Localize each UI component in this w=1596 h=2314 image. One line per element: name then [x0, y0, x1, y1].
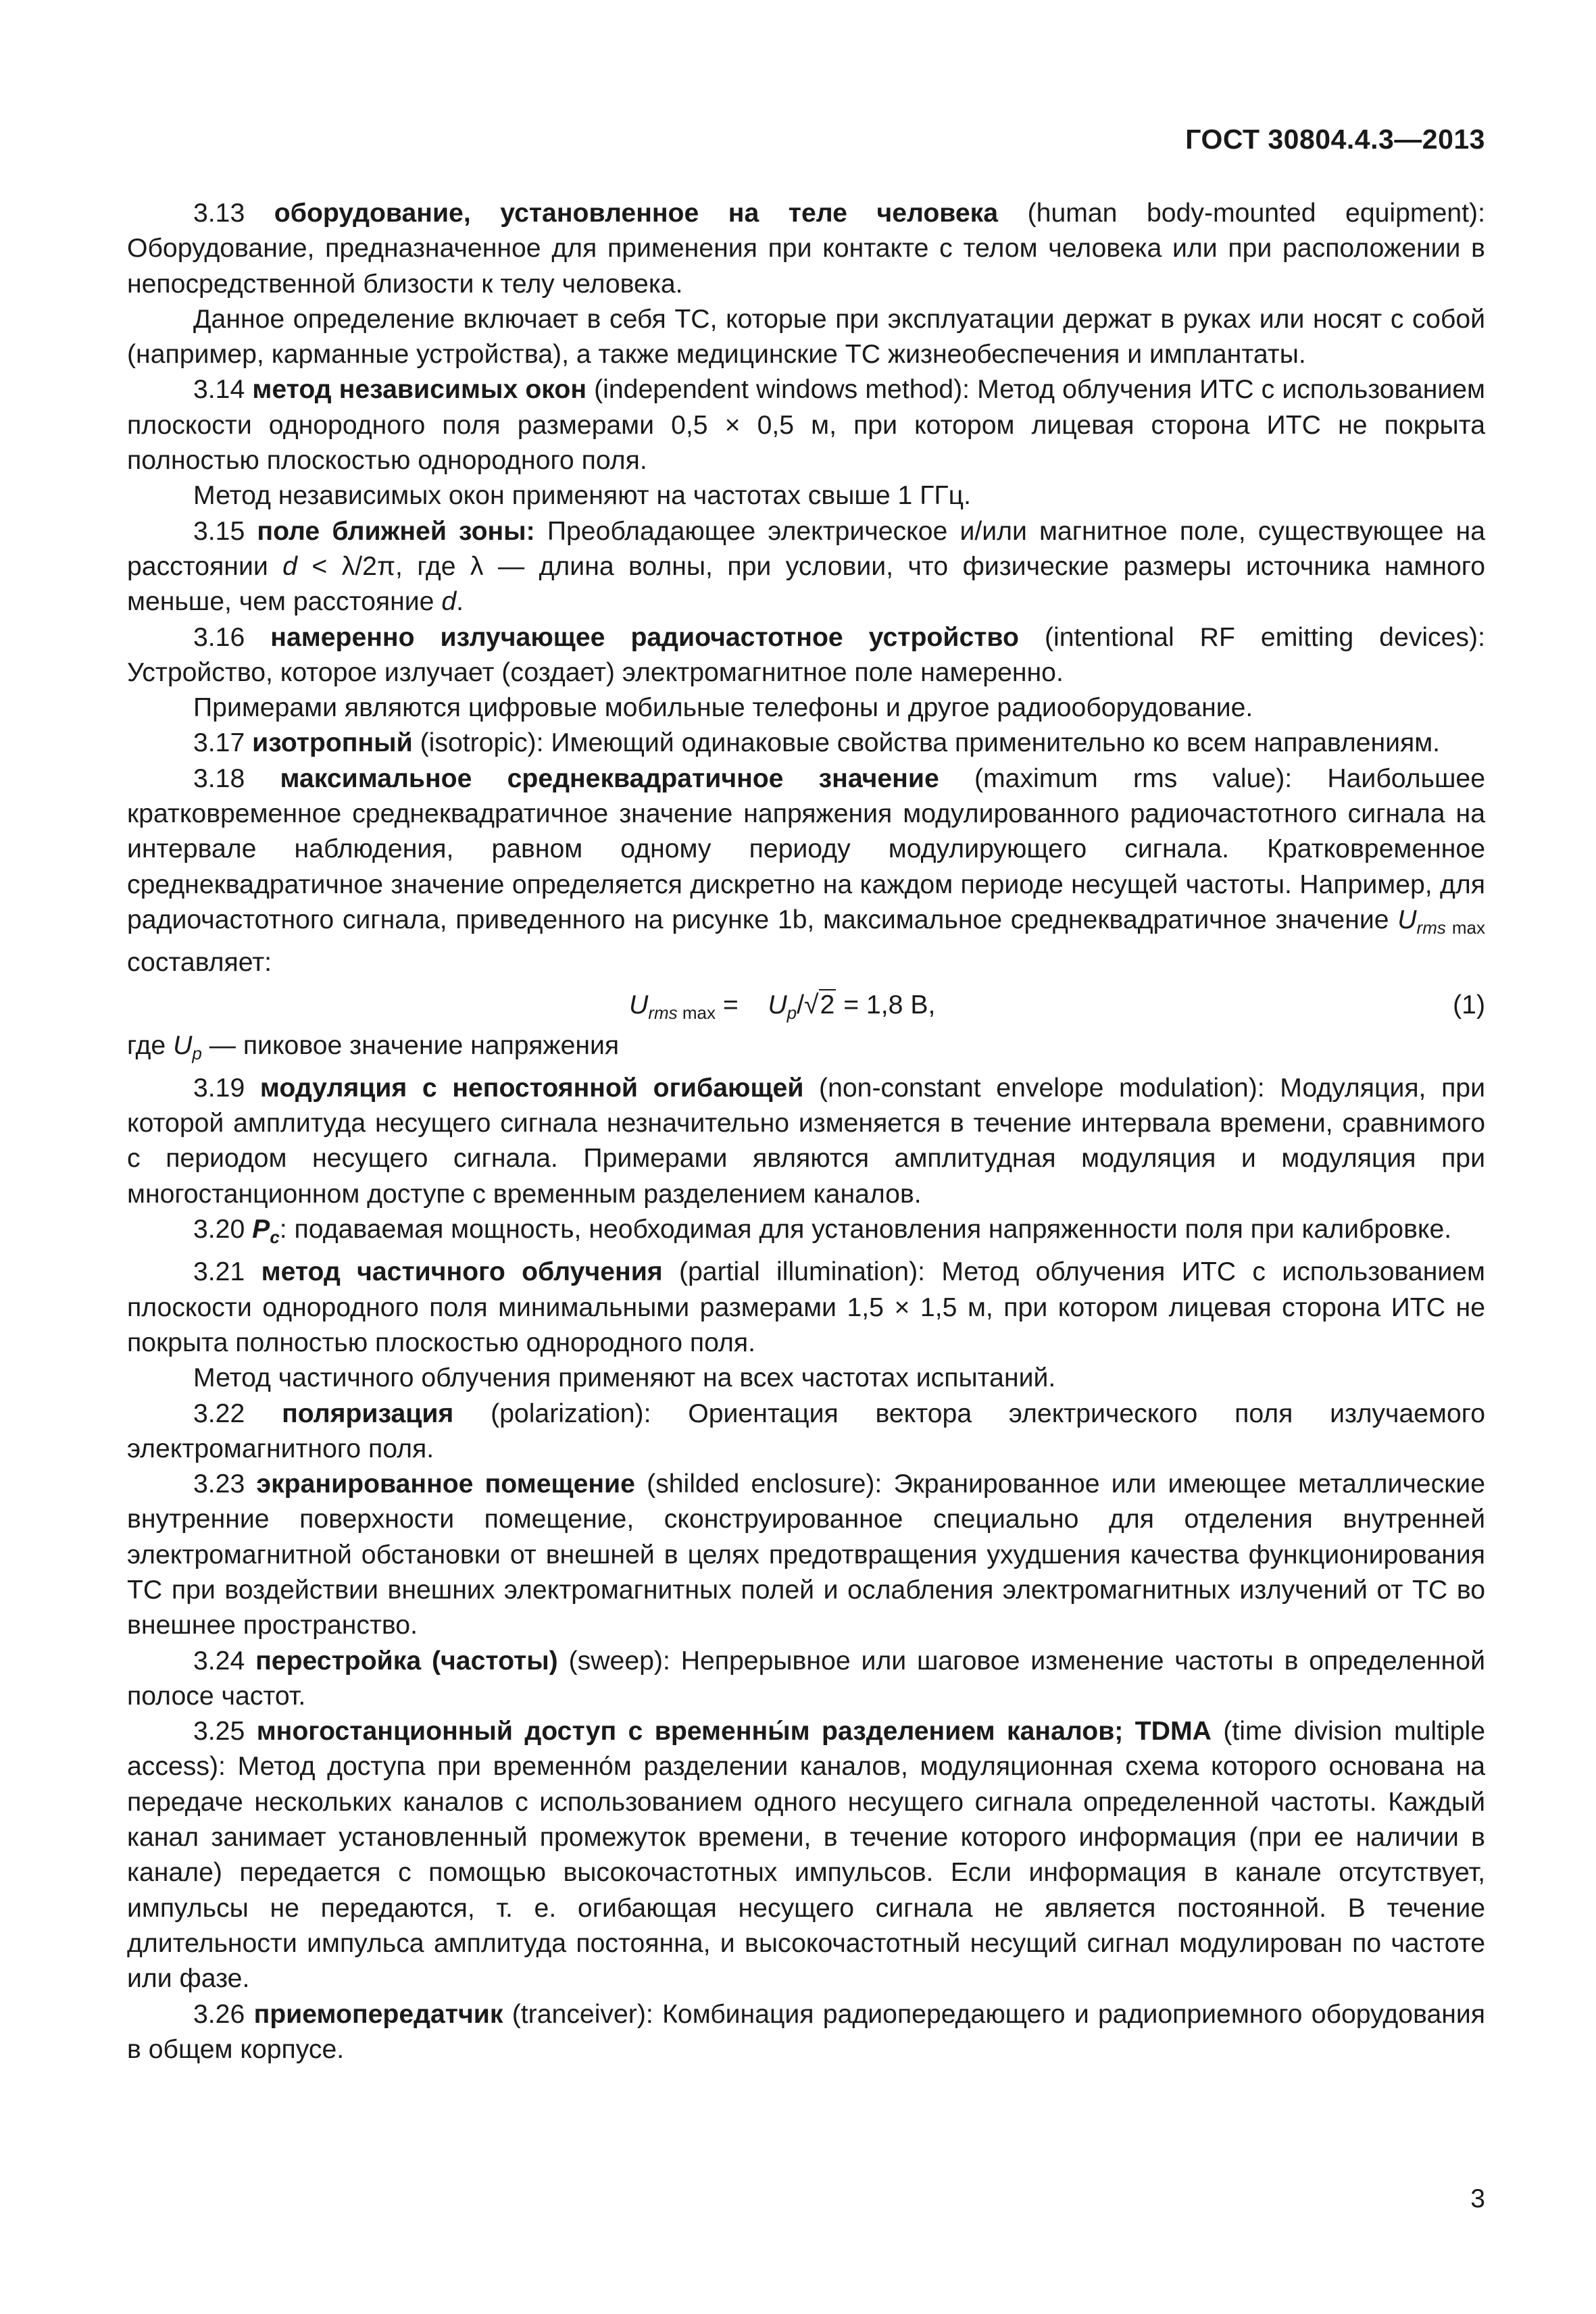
term: метод частичного облучения — [261, 1257, 663, 1287]
definition-text: (time division multiple access): Метод доступа при временно́м разделении каналов, модуляционная схема которого основана на передаче нескольких каналов с использованием одного несущего сигнала определенной частоты. Каждый канал занимает установленный промежуток времени, в течение которого информация (при ее наличии в канале) передается с помощью высокочастотных импульсов. Если информация в канале отсутствует, импульсы не передаются, т. е. огибающая несущего сигнала не является постоянной. В течение длительности импульса амплитуда постоянна, и высокочастотный несущий сигнал модулирован по частоте или фазе. — [127, 1717, 1485, 1994]
subscript — [1417, 917, 1485, 938]
term: изотропный — [252, 728, 413, 758]
definition-text: (tranceiver): Комбинация радиопередающего и радиоприемного оборудования в общем корпусе. — [127, 1999, 1485, 2064]
item-number: 3.22 — [193, 1399, 282, 1428]
definition-3-23 — [127, 1467, 1485, 1643]
definition-text: . — [456, 587, 464, 617]
definition-3-16 — [127, 620, 1485, 691]
definition-3-20 — [127, 1212, 1485, 1255]
item-number: 3.26 — [193, 1999, 254, 2029]
where-text: — пиковое значение напряжения — [201, 1030, 620, 1060]
definition-text: составляет: — [127, 948, 272, 978]
symbol-d: d — [282, 551, 297, 581]
item-number: 3.24 — [193, 1646, 256, 1676]
note-3-14: Метод независимых окон применяют на частотах свыше 1 ГГц. — [193, 481, 971, 511]
sqrt-icon: √ — [804, 990, 819, 1020]
definition-text: (partial illumination): Метод облучения ИТС с использованием плоскости однородного поля минимальными размерами 1,5 × 1,5 м, при котором лицевая сторона ИТС не покрыта полностью плоскостью однородного поля. — [127, 1257, 1485, 1357]
definition-3-24 — [127, 1644, 1485, 1715]
subscript-c: c — [270, 1227, 280, 1248]
where-clause — [127, 1028, 1485, 1071]
where-word: где — [127, 1030, 174, 1060]
term: максимальное среднеквадратичное значение — [280, 763, 939, 793]
item-number: 3.17 — [193, 728, 253, 758]
item-number: 3.15 — [193, 516, 257, 546]
item-number: 3.25 — [193, 1717, 257, 1746]
definition-text: (non-constant envelope modulation): Модуляция, при которой амплитуда несущего сигнала незначительно изменяется в течение интервала времени, сравнимого с периодом несущего сигнала. Примерами являются амплитудная модуляция и модуляция при многостанционном доступе с временным разделением каналов. — [127, 1073, 1485, 1209]
definition-3-19 — [127, 1071, 1485, 1212]
symbol-p: P — [252, 1215, 270, 1244]
definition-text: (intentional RF emitting devices): Устройство, которое излучает (создает) электромагнитное поле намеренно. — [127, 622, 1485, 687]
term: приемопередатчик — [253, 1999, 503, 2029]
definition-3-18 — [127, 761, 1485, 981]
definition-text: Преобладающее электрическое и/или магнитное поле, существующее на расстоянии — [127, 516, 1485, 581]
symbol-d: d — [441, 587, 457, 617]
term: поле ближней зоны: — [257, 516, 535, 546]
terms-definitions — [127, 196, 1485, 2067]
radicand: 2 — [820, 990, 835, 1020]
subscript-rms: rms — [648, 1002, 678, 1023]
term: перестройка (частоты) — [255, 1646, 558, 1676]
formula-result: = 1,8 В, — [836, 990, 936, 1020]
definition-text: (isotropic): Имеющий одинаковые свойства применительно ко всем направлениям. — [412, 728, 1441, 758]
subscript-p: p — [192, 1042, 202, 1063]
definition-text: : подаваемая мощность, необходимая для установления напряженности поля при калибровке. — [279, 1215, 1452, 1244]
subscript-p: p — [787, 1002, 797, 1023]
formula-expression — [629, 988, 935, 1030]
definition-text: (independent windows method): Метод облучения ИТС с использованием плоскости однородного поля размерами 0,5 × 0,5 м, при котором лицевая сторона ИТС не покрыта полностью плоскостью однородного поля. — [127, 375, 1485, 476]
item-number: 3.19 — [193, 1073, 260, 1103]
slash: / — [797, 990, 804, 1020]
symbol-u: U — [768, 990, 787, 1020]
item-number: 3.18 — [193, 763, 280, 793]
definition-3-22 — [127, 1397, 1485, 1467]
subscript — [270, 1227, 279, 1247]
definition-3-13 — [127, 196, 1485, 302]
item-number: 3.16 — [193, 622, 271, 652]
symbol-u: U — [1397, 905, 1417, 934]
definition-text: (maximum rms value): Наибольшее кратковременное среднеквадратичное значение напряжения модулированного радиочастотного сигнала на интервале наблюдения, равном одному периоду модулирующего сигнала. Кратковременное среднеквадратичное значение определяется дискретно на каждом периоде несущей частоты. Например, для радиочастотного сигнала, приведенного на рисунке 1b, максимальное среднеквадратичное значение — [127, 763, 1486, 934]
term: экранированное помещение — [256, 1469, 635, 1499]
definition-text: (sweep): Непрерывное или шаговое изменение частоты в определенной полосе частот. — [127, 1646, 1485, 1711]
definition-text: (human body-mounted equipment): Оборудование, предназначенное для применения при контакте с телом человека или при расположении в непосредственной близости к телу человека. — [127, 199, 1485, 299]
subscript-rms: rms — [1416, 917, 1446, 938]
definition-3-26 — [127, 1997, 1485, 2068]
subscript — [192, 1043, 201, 1063]
definition-3-14 — [127, 372, 1485, 478]
subscript-max: max — [1445, 917, 1486, 938]
note-3-21: Метод частичного облучения применяют на всех частотах испытаний. — [193, 1363, 1056, 1393]
term: намеренно излучающее радиочастотное устройство — [270, 622, 1019, 652]
item-number: 3.20 — [193, 1215, 253, 1244]
note-3-13: Данное определение включает в себя ТС, которые при эксплуатации держат в руках или носят с собой (например, карманные устройства), а также медицинские ТС жизнеобеспечения и имплантаты. — [127, 304, 1485, 370]
definition-text: (shilded enclosure): Экранированное или имеющее металлические внутренние поверхности помещение, сконструированное специально для отделения внутренней электромагнитной обстановки от внешней в целях предотвращения ухудшения качества функционирования ТС при воздействии внешних электромагнитных полей и ослабления электромагнитных излучений от ТС во внешнее пространство. — [127, 1469, 1485, 1640]
page-number: 3 — [1470, 2184, 1485, 2213]
formula-number: (1) — [1453, 990, 1485, 1020]
symbol-u: U — [629, 990, 649, 1020]
formula-1 — [127, 984, 1485, 1026]
definition-3-15 — [127, 514, 1485, 620]
subscript-max: max — [677, 1002, 716, 1023]
symbol-u: U — [173, 1030, 193, 1060]
equals-sign: = — [715, 990, 746, 1020]
definition-3-17 — [127, 726, 1485, 761]
subscript — [787, 1003, 797, 1023]
subscript — [648, 1003, 716, 1023]
term: метод независимых окон — [252, 375, 587, 405]
standard-header: ГОСТ 30804.4.3—2013 — [1185, 124, 1485, 155]
definition-text: (polarization): Ориентация вектора электрического поля излучаемого электромагнитного поля. — [127, 1399, 1485, 1463]
definition-3-21 — [127, 1255, 1485, 1361]
item-number: 3.13 — [193, 199, 274, 228]
definition-3-25 — [127, 1714, 1485, 1996]
item-number: 3.23 — [193, 1469, 257, 1499]
term: модуляция с непостоянной огибающей — [259, 1073, 804, 1103]
term: поляризация — [282, 1399, 454, 1428]
definition-text: < λ/2π, где λ — длина волны, при условии, что физические размеры источника намного меньше, чем расстояние — [127, 551, 1486, 617]
term: многостанционный доступ с временны́м разделением каналов; TDMA — [256, 1717, 1212, 1746]
note-3-16: Примерами являются цифровые мобильные телефоны и другое радиооборудование. — [193, 693, 1253, 723]
item-number: 3.21 — [193, 1257, 261, 1287]
item-number: 3.14 — [193, 375, 253, 405]
term: оборудование, установленное на теле человека — [274, 199, 999, 228]
